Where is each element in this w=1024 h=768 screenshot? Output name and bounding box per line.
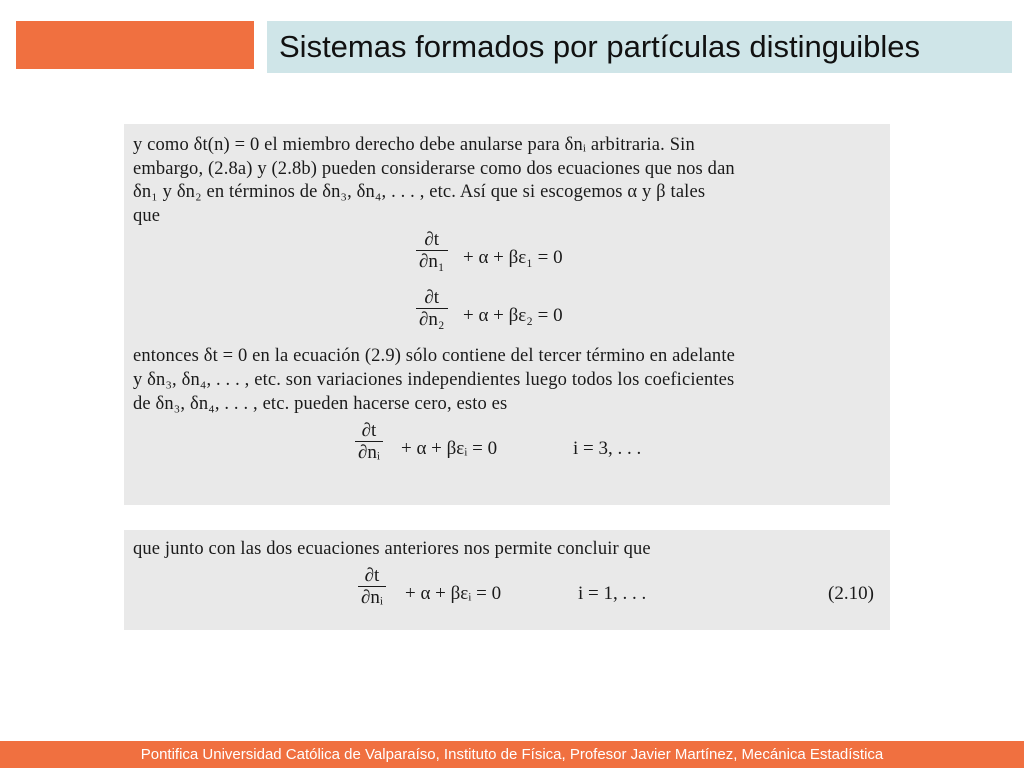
equation-rhs: + α + βεᵢ = 0 [405,582,502,604]
text-line: de δn₃, δn₄, . . . , etc. pueden hacerse cero, esto es [133,393,508,414]
equation-rhs: + α + βεᵢ = 0 [401,438,498,460]
text-line: y δn₃, δn₄, . . . , etc. son variaciones independientes luego todos los coeficientes [133,369,735,390]
text-line: embargo, (2.8a) y (2.8b) pueden considerarse como dos ecuaciones que nos dan [133,158,735,179]
equation-1 [133,228,880,288]
text-line: entonces δt = 0 en la ecuación (2.9) sólo contiene del tercer término en adelante [133,346,735,367]
equation-4 [133,562,880,622]
equation-rhs: + α + βε₂ = 0 [463,305,563,327]
fraction-numerator: ∂t [424,287,440,309]
equation-rhs: + α + βε₁ = 0 [463,247,563,269]
equation-condition: i = 3, . . . [573,438,642,460]
footer-bar [0,741,1024,768]
fraction [358,566,386,609]
fraction-numerator: ∂t [364,564,380,586]
text-line: que [133,205,161,226]
slide-title: Sistemas formados por partículas distinguibles [279,29,920,64]
equation-2 [133,288,880,345]
fraction [416,230,448,273]
fraction [416,288,448,331]
equation-condition: i = 1, . . . [578,582,647,604]
equation-3 [133,416,880,476]
fraction-denominator: ∂nᵢ [361,586,383,608]
scanned-text-block-1 [124,124,890,505]
accent-block [16,21,254,69]
fraction-denominator: ∂n₂ [419,309,445,331]
fraction-numerator: ∂t [361,420,377,442]
scanned-text-block-2 [124,530,890,630]
text-line: δn₁ y δn₂ en términos de δn₃, δn₄, . . . , etc. Así que si escogemos α y β tales [133,182,706,203]
footer-text: Pontifica Universidad Católica de Valparaíso, Instituto de Física, Profesor Javier Martínez, Mecánica Estadística [140,746,884,763]
text-line: que junto con las dos ecuaciones anteriores nos permite concluir que [133,539,651,559]
fraction-denominator: ∂nᵢ [358,442,380,464]
text-line: y como δt(n) = 0 el miembro derecho debe anularse para δnᵢ arbitraria. Sin [133,135,695,155]
fraction-denominator: ∂n₁ [419,251,445,273]
fraction [355,421,383,464]
title-box [267,21,1012,73]
equation-number: (2.10) [828,582,874,604]
fraction-numerator: ∂t [424,229,440,251]
